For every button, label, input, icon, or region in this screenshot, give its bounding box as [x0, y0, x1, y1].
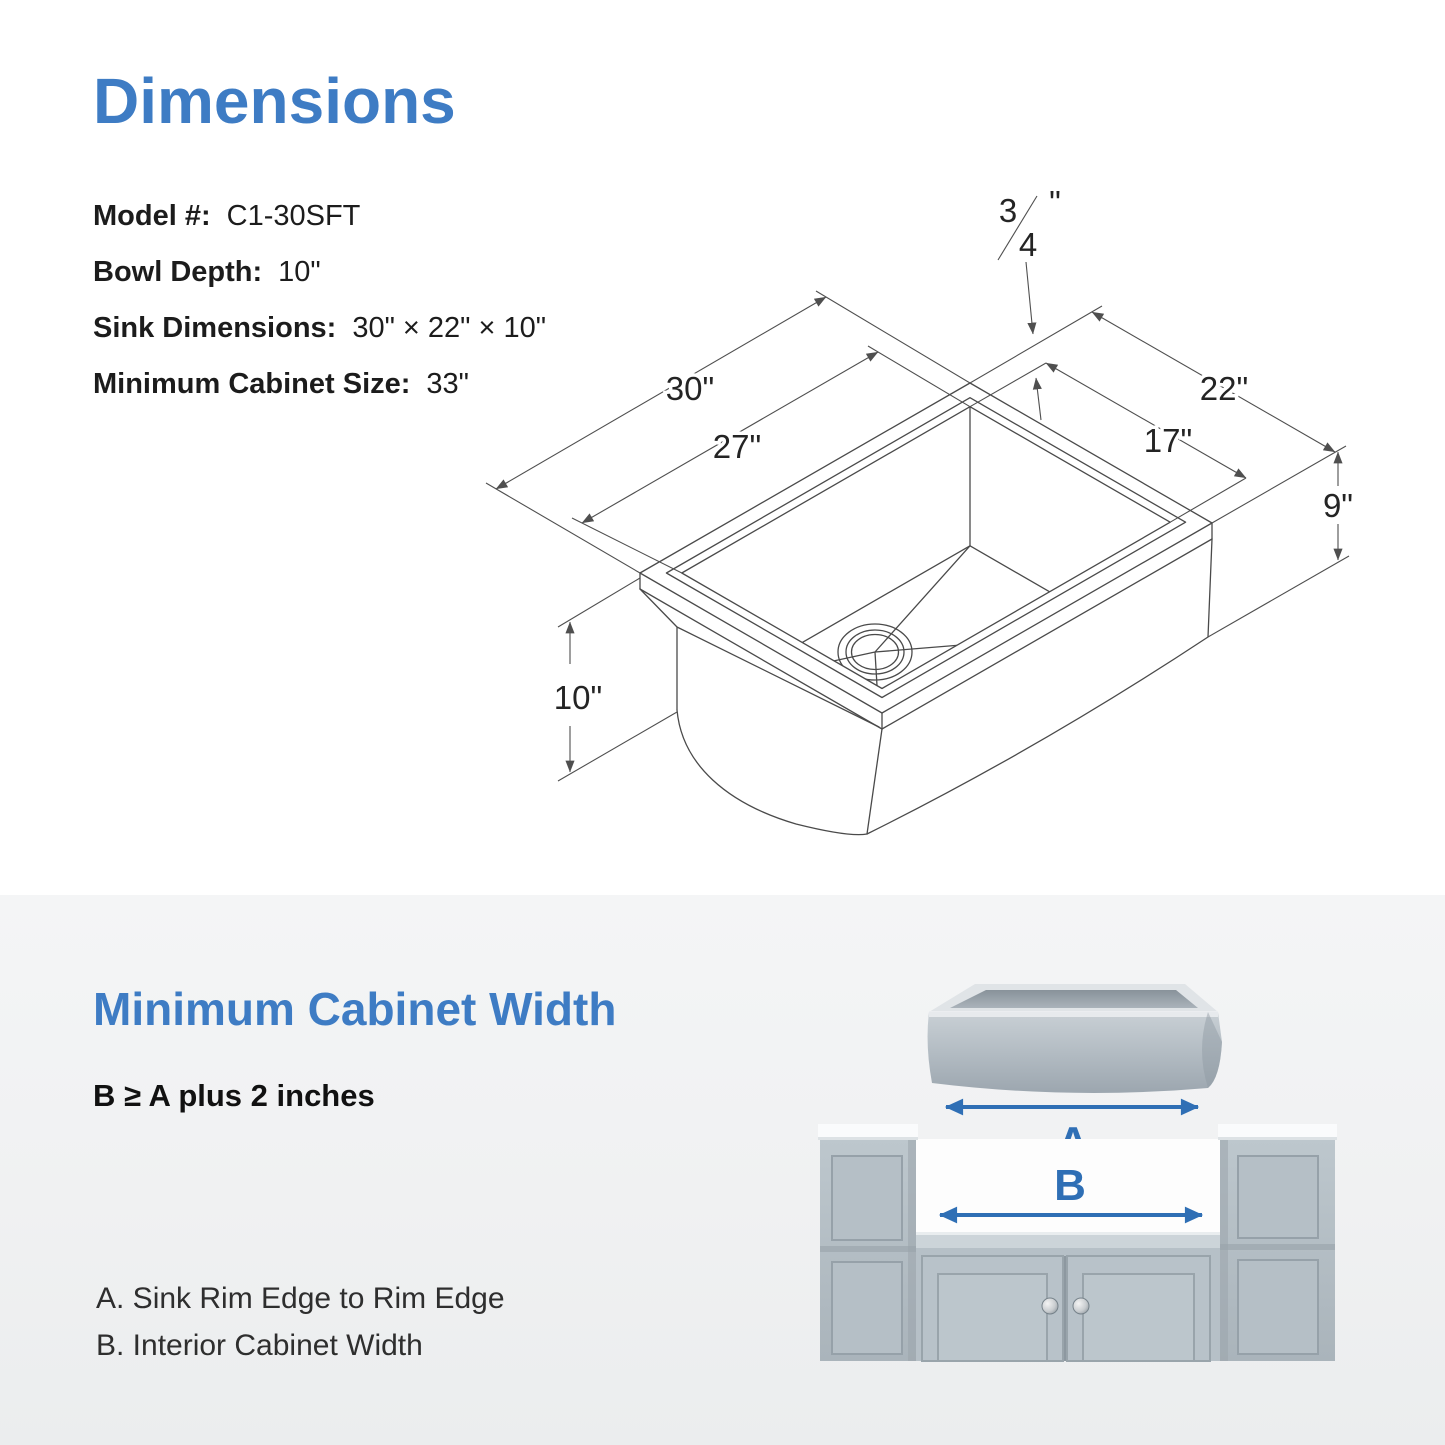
- frac-denominator: 4: [1018, 226, 1038, 263]
- cabinet-photo: [818, 1124, 1337, 1361]
- spec-sink-dimensions: [93, 312, 546, 345]
- door-knob-icon: [1042, 1298, 1058, 1314]
- dim-label-22: 22": [1199, 370, 1249, 407]
- cabinet-left-tower: [818, 1124, 918, 1361]
- cabinet-lower-doors: [916, 1232, 1220, 1361]
- dim-label-9: 9": [1322, 487, 1354, 524]
- sink-technical-drawing: [486, 184, 1353, 835]
- door-knob-icon: [1073, 1298, 1089, 1314]
- legend: [96, 1282, 505, 1363]
- spec-label: Model #:: [93, 200, 211, 232]
- arrow-b-label: B: [1054, 1161, 1086, 1210]
- spec-label: Minimum Cabinet Size:: [93, 368, 411, 400]
- frac-inch-mark: ": [1049, 184, 1061, 221]
- legend-item-b: B. Interior Cabinet Width: [96, 1329, 423, 1362]
- spec-value: 10": [278, 256, 321, 288]
- spec-min-cabinet-size: [93, 368, 546, 401]
- cabinet-infographic: [818, 984, 1337, 1361]
- cabinet-section-title: Minimum Cabinet Width: [93, 983, 617, 1035]
- sink-apron-front: [640, 539, 1212, 835]
- sink-photo-render: [928, 984, 1222, 1093]
- spec-bowl-depth: [93, 256, 546, 289]
- dim-label-27: 27": [712, 428, 762, 465]
- legend-item-a: A. Sink Rim Edge to Rim Edge: [96, 1282, 505, 1315]
- dimension-27-inch: [572, 346, 970, 573]
- frac-numerator: 3: [998, 192, 1018, 229]
- dimension-22-inch: [970, 306, 1346, 523]
- spec-value: 30" × 22" × 10": [352, 312, 547, 344]
- cabinet-right-tower: [1218, 1124, 1337, 1361]
- spec-model-number: [93, 200, 546, 233]
- spec-label: Bowl Depth:: [93, 256, 263, 288]
- dim-label-30: 30": [665, 370, 715, 407]
- spec-list: [93, 200, 546, 401]
- dim-label-10: 10": [553, 679, 603, 716]
- dimensions-header: [93, 64, 456, 138]
- spec-value: 33": [426, 368, 469, 400]
- dimension-9-inch: [1208, 452, 1353, 637]
- spec-value: C1-30SFT: [226, 200, 361, 232]
- cabinet-rule: B ≥ A plus 2 inches: [93, 1078, 375, 1113]
- page-title: Dimensions: [93, 65, 456, 137]
- dim-label-17: 17": [1143, 422, 1193, 459]
- spec-label: Sink Dimensions:: [93, 312, 337, 344]
